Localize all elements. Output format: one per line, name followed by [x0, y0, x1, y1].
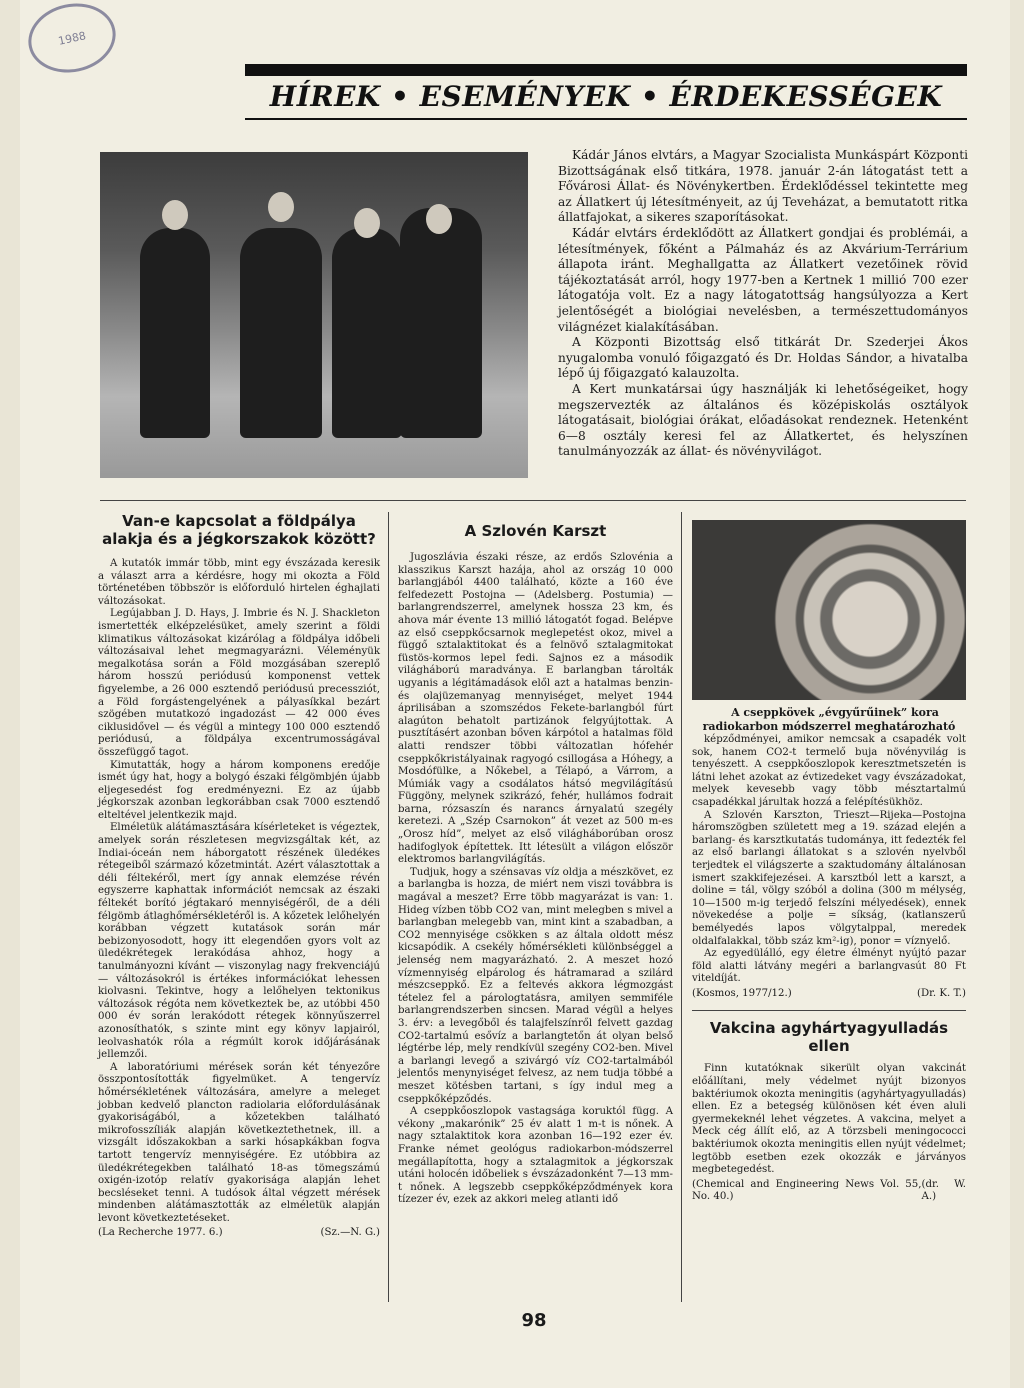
- article-slovenian-karst: [398, 512, 673, 1207]
- header-bar: [245, 64, 967, 76]
- photo-caption: A cseppkövek „évgyűrűinek” kora radiokarbon módszerrel meghatározható: [702, 706, 956, 733]
- section-title: HÍREK • ESEMÉNYEK • ÉRDEKESSÉGEK: [269, 80, 943, 113]
- stamp-text: 1988: [56, 28, 88, 48]
- header-rule: [245, 118, 967, 120]
- article-paragraph: Tudjuk, hogy a szénsavas víz oldja a mészkövet, ez a barlangba is hozza, de miért nem viszi továbbra is magával a meszet? Erre több magyarázat is van: 1. Hideg vízben több CO2 van, mint melegben s mivel a barlangban melegebb van, mint kint a szabadban, a CO2 mennyisége csökken s az általa oldott mész kicsapódik. A csekély hőmérsékleti különbséggel a jelenség nem magyarázható. 2. A meszet hozó vízmennyiség elpárolog és hátramarad a szilárd mészcseppkő. Ez a feltevés akkora légmozgást tételez fel a párologtatásra, amilyen semmiféle barlangrendszerben sincsen. Marad végül a helyes 3. érv: a levegőből és talajfelszínről felvett gazdag CO2-tartalmú esővíz a barlangtetőn át olyan belső légtérbe lép, mely rendkívül szegény CO2-ben. Mivel a barlangi levegő a szivárgó víz CO2-tartalmából jelentős menynyiséget felvesz, az nem tudja többé a meszet kötésben tartani, s így indul meg a cseppkőképződés.: [398, 866, 673, 1105]
- article-title: A Szlovén Karszt: [464, 522, 607, 540]
- magazine-page: [20, 0, 1010, 1388]
- article-source: [692, 1179, 966, 1204]
- article-source: [98, 1227, 380, 1240]
- source-publication: (Chemical and Engineering News Vol. 55, No. 40.): [692, 1178, 922, 1203]
- photo-head: [162, 200, 188, 230]
- article-paragraph: Legújabban J. D. Hays, J. Imbrie és N. J. Shackleton ismertették elképzelésüket, amely szerint a földi klimatikus változásokat kizárólag a földpálya időbeli változásaival lehet megmagyarázni. Véleményük megalkotása során a Föld mozgásában szereplő három hosszú periódusú komponenst vettek figyelembe, a 26 000 esztendő periódusú precessziót, a Föld forgástengelyének a pályasíkkal bezárt szögében mutatkozó ingadozást — 42 000 éves ciklusidővel — és végül a mintegy 100 000 esztendő periódusú, a földpálya excentrumosságával összefüggő tagot.: [98, 608, 380, 758]
- intro-paragraph: Kádár János elvtárs, a Magyar Szocialista Munkáspárt Központi Bizottságának első titkára, 1978. január 2-án látogatást tett a Fővárosi Állat- és Növénykertben. Érdeklődéssel tekintette meg az Állatkert új létesítményeit, az új Teveházat, a bemutatott ritka állatfajokat, a sikeres szaporításokat.: [558, 148, 968, 225]
- article-paragraph: képződményei, amikor nemcsak a csapadék volt sok, hanem CO2-t termelő buja növényvilág is tenyészett. A cseppkőoszlopok keresztmetszetén is látni lehet azokat az évtizedeket vagy évszázadokat, melyek kevesebb vagy több mésztartalmú csapadékkal járultak hozzá a felépítésükhöz.: [692, 734, 966, 808]
- photo-figure: [332, 228, 402, 438]
- article-paragraph: Az egyedülálló, egy életre élményt nyújtó pazar föld alatti látvány megéri a barlangvasút 80 Ft viteldíját.: [692, 948, 966, 985]
- photo-head: [426, 204, 452, 234]
- article-paragraph: Finn kutatóknak sikerült olyan vakcinát előállítani, mely védelmet nyújt bizonyos baktériumok okozta meningitis (agyhártyagyulladás) ellen. Ez a betegség különösen két éven aluli gyermekeknél lehet végzetes. A vakcina, melyet a Meck cég állít elő, az A törzsbeli meningococci baktériumok okozta meningitis ellen nyújt védelmet; legtöbb esetben ezek okozzák e járványos megbetegedést.: [692, 1063, 966, 1176]
- stalactite-cross-section-photo: [692, 520, 966, 700]
- intro-paragraph: A Központi Bizottság első titkárát Dr. Szederjei Ákos nyugalomba vonuló főigazgató és Dr. Holdas Sándor, a hivatalba lépő új főigazgató kalauzolta.: [558, 335, 968, 381]
- section-divider: [100, 500, 966, 501]
- article-source: [692, 988, 966, 1001]
- article-paragraph: Kimutatták, hogy a három komponens eredője ismét úgy hat, hogy a bolygó északi félgömbjén újabb eljegesedést fog eredményezni. Ez az újabb jégkorszak azonban legkorábban csak 7000 esztendő elteltével jelentkezik majd.: [98, 759, 380, 821]
- source-author: (Sz.—N. G.): [320, 1227, 380, 1239]
- intro-paragraph: Kádár elvtárs érdeklődött az Állatkert gondjai és problémái, a létesítmények, főként a Pálmaház és az Akvárium-Terrárium állapota iránt. Meghallgatta az Állatkert vezetőinek rövid tájékoztatását arról, hogy 1977-ben a Kertnek 1 millió 700 ezer látogatója volt. Ez a nagy látogatottság hangsúlyozza a Kert jelentőségét a biológiai nevelésben, a természettudományos világnézet kialakításában.: [558, 225, 968, 334]
- news-photo: [100, 152, 528, 478]
- article-title: Van-e kapcsolat a földpálya alakja és a jégkorszakok között?: [102, 512, 376, 548]
- article-title: Vakcina agyhártyagyulladás ellen: [709, 1019, 949, 1056]
- photo-head: [354, 208, 380, 238]
- source-publication: (Kosmos, 1977/12.): [692, 987, 792, 999]
- column-divider: [681, 512, 682, 1302]
- photo-figure: [400, 208, 482, 438]
- article-paragraph: A Szlovén Karszton, Trieszt—Rijeka—Postojna háromszögben született meg a 19. század elején a barlang- és karsztkutatás tudománya, itt fedezték fel az első barlangi állatokat s a szlovén nyelvből terjedtek el világszerte a szaktudomány általánosan ismert szakkifejezései. A karsztból lett a karszt, a doline = tál, völgy szóból a dolina (300 m mélység, 10—1500 m-ig terjedő felszíni mélyedések), ennek növekedése a polje = síkság, (katlanszerű bemélyedés lapos völgytalppal, meredek oldalfalakkal, több száz km²-ig), ponor = víznyelő.: [692, 809, 966, 947]
- photo-figure: [240, 228, 322, 438]
- article-paragraph: Elméletük alátámasztására kísérleteket is végeztek, amelyek során részletesen megvizsgáltak két, az Indiai-óceán nem háborgatott részének üledékes rétegeiből származó kőzetmintát. Azért választottak a déli féltekéről, mert így annak elemzése révén egyszerre kaphattak információt nemcsak az északi féltekét borító jégtakaró mennyiségéről, de a déli félgömb átlaghőmérsékletéről is. A kőzetek lelőhelyén korábban végzett kutatások során már bebizonyosodott, hogy itt elegendően gyors volt az üledékrétegek lerakódása ahhoz, hogy a tanulmányozni kívánt — viszonylag nagy frekvenciájú — változásokról is értékes információkat lehessen kiolvasni. Tekintve, hogy a lelőhelyen tektonikus változások régóta nem következtek be, az utóbbi 450 000 év során lerakódott rétegek könnyűszerrel azonosíthatók, s szinte mint egy könyv lapjairól, leolvashatók róla a régmúlt korok időjárásának jellemzői.: [98, 822, 380, 1061]
- source-author: (dr. W. A.): [921, 1178, 966, 1203]
- article-divider: [692, 1010, 966, 1011]
- library-stamp: [22, 0, 122, 80]
- source-publication: (La Recherche 1977. 6.): [98, 1227, 223, 1239]
- source-author: (Dr. K. T.): [917, 987, 966, 999]
- article-paragraph: A cseppkőoszlopok vastagsága koruktól függ. A vékony „makarónik” 25 év alatt 1 m-t is nőnek. A nagy sztalaktitok kora azonban 16—192 ezer év. Franke német geológus radiokarbon-módszerrel megállapította, hogy a sztalagmitok a jégkorszak utáni holocén időbeliek s évszázadonként 7—13 mm-t nőnek. A legszebb cseppkőképződmények kora tízezer év, ezek az akkori meleg atlanti idő: [398, 1106, 673, 1206]
- intro-paragraph: A Kert munkatársai úgy használják ki lehetőségeiket, hogy megszervezték az általános és középiskolás osztályok látogatásait, biológiai órákat, előadásokat rendeznek. Hetenként 6—8 osztály keresi fel az Állatkertet, és helyszínen tanulmányozzák az állat- és növényvilágot.: [558, 381, 968, 459]
- page-number: 98: [521, 1310, 547, 1331]
- intro-article: [558, 148, 968, 460]
- photo-head: [268, 192, 294, 222]
- article-paragraph: Jugoszlávia északi része, az erdős Szlovénia a klasszikus Karszt hazája, ahol az ország 10 000 barlangjából 4400 található, közte a 160 éve felfedezett Postojna — (Adelsberg. Postumia) — barlangrendszerrel, amelynek hossza 23 km, és ahova már évente 13 millió látogatót fogad. Belépve az első cseppkőcsarnok meglepetést okoz, mivel a függő sztalaktitokat és a felnövő sztalagmitokat füstös-kormos lepel fedi. Sajnos ez a második világháború maradványa. E barlangban tárolták ugyanis a légitámadások elől azt a hatalmas benzin- és olajüzemanyag mennyiséget, melyet 1944 áprilisában a szomszédos Fekete-barlangból fúrt alagúton behatolt partizánok felgyújtottak. A pusztításért azonban bőven kárpótol a hatalmas föld alatti rendszer többi változatlan hófehér cseppkőkristályainak ragyogó csillogása a Hóhegy, a Mosdófülke, a Nőkebel, a Télapó, a Várrom, a Múmiák vagy a csodálatos hátsó megvilágítású Függöny, melynek szikrázó, fehér, hullámos fodrait barna, rózsaszín és narancs árnyalatú szegély keretezi. A „Szép Csarnokon” át vezet az 500 m-es „Orosz híd”, melyet az első világháborúban orosz hadifoglyok építettek. Itt létesült a világon először elektromos barlangvilágítás.: [398, 552, 673, 866]
- right-column: [692, 520, 966, 1204]
- article-paragraph: A kutatók immár több, mint egy évszázada keresik a választ arra a kérdésre, hogy mi okozta a Föld történetében többször is előforduló hirtelen éghajlati változásokat.: [98, 558, 380, 607]
- photo-figure: [140, 228, 210, 438]
- article-paragraph: A laboratóriumi mérések során két tényezőre összpontosították figyelmüket. A tengervíz hőmérsékletének változására, amelyre a meleget jobban kedvelő plancton radiolaria előfordulásának gyakoriságából, a kőzetekben található mikrofosszíliák alapján következtethetnek, ill. a vizsgált időszakokban a sarki hósapkákban fogva tartott tengervíz mennyiségére. Ez utóbbira az üledékrétegekben található 18-as tömegszámú oxigén-izotóp relatív gyakorisága alapján lehet becsléseket tenni. A tudósok által végzett mérések mindenben alátámasztották az elméletük alapján levont következtetéseket.: [98, 1061, 380, 1224]
- article-ice-ages: [98, 512, 380, 1240]
- column-divider: [388, 512, 389, 1302]
